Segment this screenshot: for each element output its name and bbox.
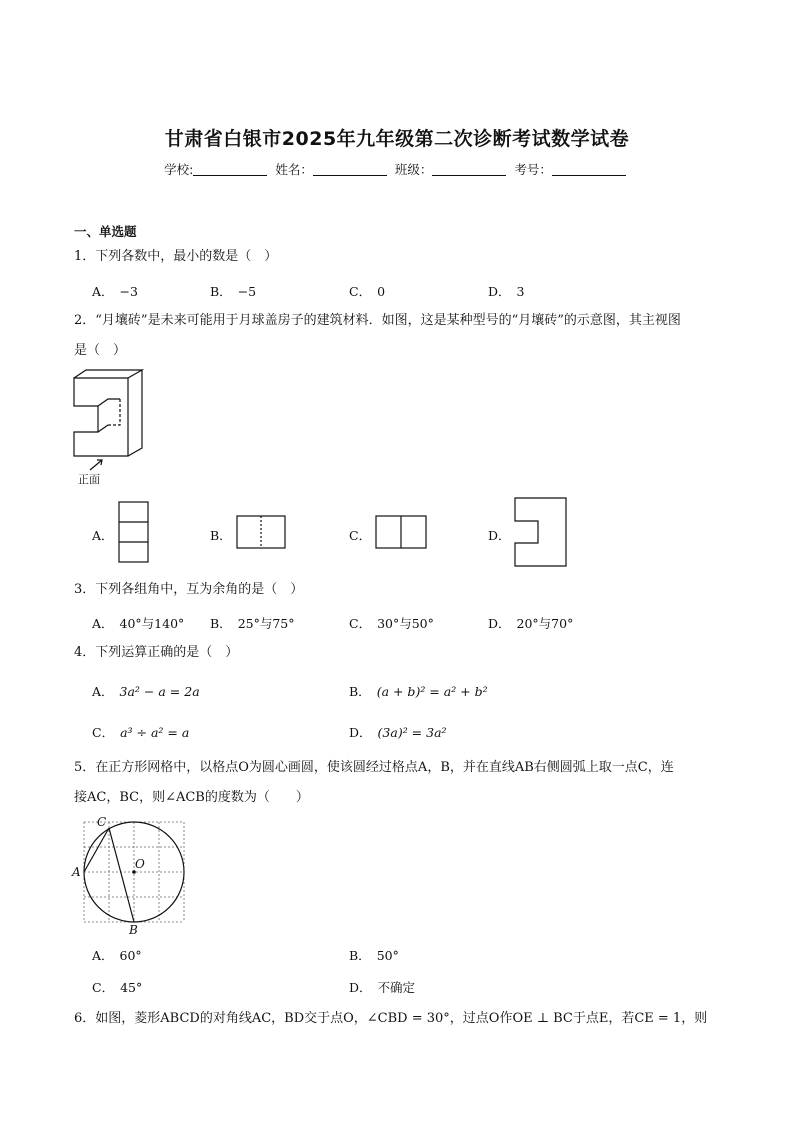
name-blank[interactable]	[313, 162, 387, 176]
option-label: B．	[349, 948, 371, 963]
q2-option-b-figure[interactable]	[236, 515, 288, 551]
question-2-stem-cont: 是（ ）	[74, 343, 127, 358]
q5-option-d[interactable]	[349, 978, 415, 996]
option-label: D．	[349, 725, 372, 740]
q4-option-d[interactable]	[349, 723, 447, 741]
name-label: 姓名：	[275, 162, 313, 177]
school-label: 学校:	[164, 162, 194, 177]
option-label: D．	[488, 616, 511, 631]
option-text: a³ ÷ a² = a	[120, 725, 190, 740]
q3-option-d[interactable]	[488, 614, 573, 632]
q1-option-b[interactable]	[210, 282, 256, 300]
question-2-stem: 2．“月壤砖”是未来可能用于月球盖房子的建筑材料．如图，这是某种型号的“月壤砖”的示意图，其主视图	[74, 313, 681, 328]
option-label: C．	[92, 725, 115, 740]
question-4-stem: 4．下列运算正确的是（ ）	[74, 645, 239, 660]
class-label: 班级：	[394, 162, 433, 177]
q3-option-b[interactable]	[210, 614, 295, 632]
exam-no-label: 考号：	[514, 162, 552, 177]
question-5-stem: 5．在正方形网格中，以格点O为圆心画圆，使该圆经过格点A，B，并在直线AB右侧圆弧上取一点C，连	[74, 760, 674, 775]
question-6-stem: 6．如图，菱形ABCD的对角线AC，BD交于点O，∠CBD = 30°，过点O作OE ⊥ BC于点E，若CE = 1，则	[74, 1011, 708, 1026]
option-text: 45°	[120, 980, 143, 995]
option-label: C．	[92, 980, 115, 995]
question-3-stem: 3．下列各组角中，互为余角的是（ ）	[74, 582, 304, 597]
q5-option-c[interactable]	[92, 978, 142, 996]
point-b-label: B	[129, 923, 138, 937]
option-label: C．	[349, 284, 372, 299]
option-label: B．	[210, 284, 232, 299]
option-label: B．	[210, 616, 232, 631]
option-label: B．	[349, 684, 371, 699]
option-label: C．	[349, 616, 372, 631]
option-label: A．	[92, 684, 114, 699]
question-5-stem-cont: 接AC，BC，则∠ACB的度数为（ ）	[74, 790, 309, 805]
option-text: 不确定	[377, 980, 416, 995]
option-text: −5	[237, 284, 257, 299]
option-text: 0	[377, 284, 386, 299]
option-text: (3a)² = 3a²	[377, 725, 447, 740]
option-text: 50°	[376, 948, 399, 963]
q2-option-a-label[interactable]: A．	[92, 528, 114, 543]
point-a-label: A	[72, 865, 81, 879]
option-label: D．	[349, 980, 372, 995]
option-label: A．	[92, 616, 114, 631]
option-text: 3a² − a = 2a	[119, 684, 200, 699]
option-text: 20°与70°	[516, 616, 574, 631]
option-label: A．	[92, 284, 114, 299]
q4-option-a[interactable]	[92, 682, 200, 700]
option-label: A．	[92, 948, 114, 963]
q3-option-a[interactable]	[92, 614, 184, 632]
point-o-label: O	[135, 857, 145, 871]
option-text: 60°	[119, 948, 142, 963]
q3-option-c[interactable]	[349, 614, 434, 632]
q2-option-c-label[interactable]: C．	[349, 528, 372, 543]
q5-option-a[interactable]	[92, 946, 142, 964]
q1-option-d[interactable]	[488, 282, 524, 300]
option-text: 3	[516, 284, 525, 299]
point-c-label: C	[97, 815, 107, 829]
question-1-stem: 1．下列各数中，最小的数是（ ）	[74, 249, 278, 264]
q1-option-a[interactable]	[92, 282, 138, 300]
student-info-line	[0, 160, 794, 178]
option-text: 40°与140°	[119, 616, 185, 631]
option-text: (a + b)² = a² + b²	[376, 684, 488, 699]
option-text: −3	[119, 284, 138, 299]
q2-option-d-figure[interactable]	[514, 497, 570, 569]
option-label: D．	[488, 284, 511, 299]
class-blank[interactable]	[432, 162, 506, 176]
q2-option-d-label[interactable]: D．	[488, 528, 511, 543]
moon-brick-figure	[68, 368, 158, 490]
page-title: 甘肃省白银市2025年九年级第二次诊断考试数学试卷	[164, 128, 630, 150]
exam-no-blank[interactable]	[552, 162, 626, 176]
school-blank[interactable]	[193, 162, 267, 176]
section-heading: 一、单选题	[74, 224, 137, 239]
circle-grid-figure	[72, 814, 192, 938]
q5-option-b[interactable]	[349, 946, 399, 964]
q4-option-b[interactable]	[349, 682, 488, 700]
front-label: 正面	[78, 473, 100, 486]
q2-option-c-figure[interactable]	[375, 515, 429, 551]
q1-option-c[interactable]	[349, 282, 385, 300]
q4-option-c[interactable]	[92, 723, 189, 741]
q2-option-a-figure[interactable]	[118, 501, 150, 565]
q2-option-b-label[interactable]: B．	[210, 528, 232, 543]
option-text: 25°与75°	[237, 616, 295, 631]
option-text: 30°与50°	[377, 616, 434, 631]
